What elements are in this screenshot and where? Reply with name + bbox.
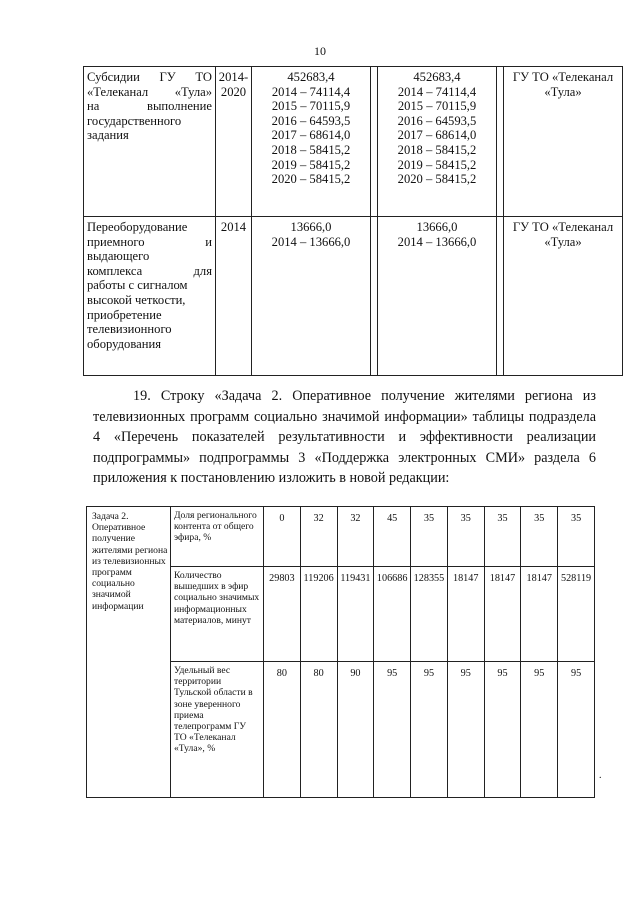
indicator-value: 90	[337, 662, 374, 798]
indicator-value: 95	[521, 662, 558, 798]
funding-regional: 13666,0 2014 – 13666,0	[378, 217, 497, 376]
indicator-value: 106686	[374, 567, 411, 662]
indicator-value: 29803	[264, 567, 301, 662]
indicator-value: 45	[374, 507, 411, 567]
activity-name: Субсидии ГУ ТО «Телеканал «Тула» на выполнение государственного задания	[84, 67, 216, 217]
program-activities-table	[83, 66, 623, 376]
indicator-value: 528119	[558, 567, 595, 662]
indicator-value: 119431	[337, 567, 374, 662]
activity-name: Переоборудование приемного и выдающего комплекса для работы с сигналом высокой четкости, приобретение телевизионного оборудования	[84, 217, 216, 376]
indicator-value: 80	[300, 662, 337, 798]
funding-regional: 452683,4 2014 – 74114,4 2015 – 70115,9 2016 – 64593,5 2017 – 68614,0 2018 – 58415,2 2019 – 58415,2 2020 – 58415,2	[378, 67, 497, 217]
executor: ГУ ТО «Телеканал «Тула»	[504, 217, 623, 376]
table-row	[84, 67, 623, 217]
indicator-value: 18147	[521, 567, 558, 662]
indicators-table	[86, 506, 595, 798]
indicator-value: 32	[337, 507, 374, 567]
indicator-value: 95	[374, 662, 411, 798]
table-row	[84, 217, 623, 376]
amendment-paragraph	[93, 386, 596, 489]
empty-cell	[497, 217, 504, 376]
indicator-value: 95	[484, 662, 521, 798]
activity-years: 2014- 2020	[216, 67, 252, 217]
period-mark: .	[599, 770, 602, 781]
indicator-value: 35	[484, 507, 521, 567]
funding-total: 452683,4 2014 – 74114,4 2015 – 70115,9 2016 – 64593,5 2017 – 68614,0 2018 – 58415,2 2019 – 58415,2 2020 – 58415,2	[252, 67, 371, 217]
paragraph-text: 19. Строку «Задача 2. Оперативное получение жителями региона из телевизионных программ социально значимой информации» таблицы подраздела 4 «Перечень показателей результативности и эффективности реализации подпрограммы» подпрограммы 3 «Поддержка электронных СМИ» раздела 6 приложения к постановлению изложить в новой редакции:	[93, 388, 596, 486]
indicator-value: 35	[558, 507, 595, 567]
indicator-name: Доля регионального контента от общего эфира, %	[171, 507, 264, 567]
empty-cell	[371, 217, 378, 376]
indicator-value: 18147	[447, 567, 484, 662]
indicator-name: Количество вышедших в эфир социально значимых информационных материалов, минут	[171, 567, 264, 662]
executor: ГУ ТО «Телеканал «Тула»	[504, 67, 623, 217]
indicator-value: 95	[447, 662, 484, 798]
indicator-value: 0	[264, 507, 301, 567]
indicator-value: 32	[300, 507, 337, 567]
indicator-value: 95	[411, 662, 448, 798]
table-row	[87, 507, 595, 567]
indicator-value: 18147	[484, 567, 521, 662]
funding-total: 13666,0 2014 – 13666,0	[252, 217, 371, 376]
indicator-value: 128355	[411, 567, 448, 662]
empty-cell	[497, 67, 504, 217]
indicator-value: 35	[447, 507, 484, 567]
task-cell: Задача 2. Оперативное получение жителями региона из телевизионных программ социально значимой информации	[87, 507, 171, 798]
activity-years: 2014	[216, 217, 252, 376]
indicator-name: Удельный вес территории Тульской области в зоне уверенного приема телепрограмм ГУ ТО «Телеканал «Тула», %	[171, 662, 264, 798]
empty-cell	[371, 67, 378, 217]
page-number: 10	[314, 44, 326, 58]
indicator-value: 35	[411, 507, 448, 567]
indicator-value: 35	[521, 507, 558, 567]
indicator-value: 80	[264, 662, 301, 798]
indicator-value: 119206	[300, 567, 337, 662]
indicator-value: 95	[558, 662, 595, 798]
